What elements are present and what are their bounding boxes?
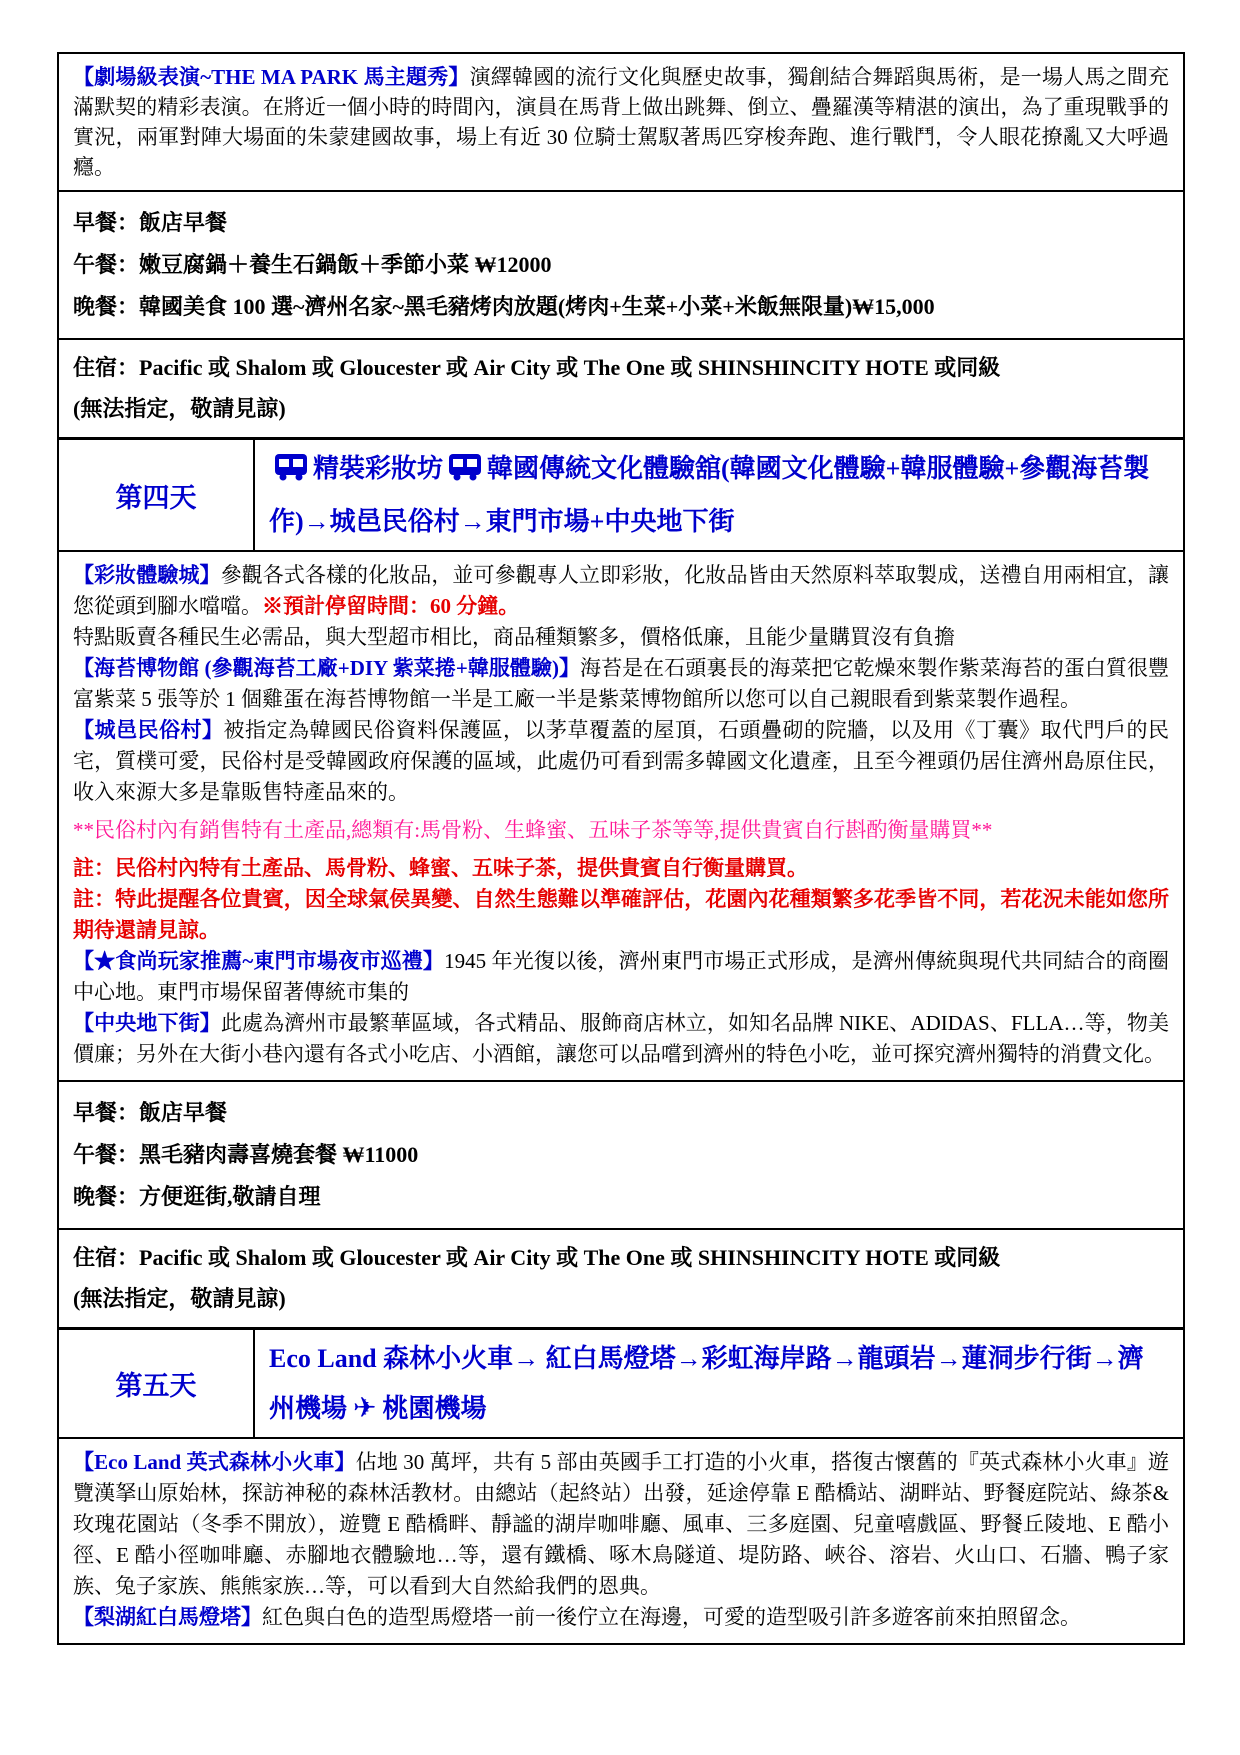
day5-route	[255, 1330, 1183, 1437]
day4-route-seg2: 韓國傳統文化體驗舘(韓國文化體驗+韓服體驗+參觀海苔製作)→城邑民俗村→東門市場+中央地下街	[269, 454, 1150, 536]
hotel-note-line: (無法指定，敬請見諒)	[73, 1286, 286, 1311]
folk-village-paragraph	[73, 715, 1169, 808]
folk-village-body: 被指定為韓國民俗資料保護區，以茅草覆蓋的屋頂，石頭疊砌的院牆，以及用《丁囊》取代門戶的民宅，質樸可愛，民俗村是受韓國政府保護的區域，此處仍可看到需多韓國文化遺產，且至今裡頭仍居住濟州島原住民，收入來源大多是靠販售特產品來的。	[73, 718, 1169, 804]
ecoland-title: 【Eco Land 英式森林小火車】	[73, 1450, 356, 1474]
day5-description-row	[59, 1439, 1183, 1643]
lighthouse-body: 紅色與白色的造型馬燈塔一前一後佇立在海邊，可愛的造型吸引許多遊客前來拍照留念。	[262, 1605, 1081, 1629]
flower-season-red-note: 註：特此提醒各位貴賓，因全球氣侯異變、自然生態難以準確評估，花園內花種類繁多花季皆不同，若花況未能如您所期待還請見諒。	[73, 887, 1169, 942]
day5-label: 第五天	[59, 1330, 255, 1437]
underground-paragraph	[73, 1008, 1169, 1070]
day4-label: 第四天	[59, 440, 255, 550]
day4-route-seg1: 精裝彩妝坊	[313, 454, 444, 483]
day5-route-seg2: 桃園機場	[382, 1394, 487, 1423]
theater-show-title: 【劇場級表演~THE MA PARK 馬主題秀】	[73, 65, 470, 89]
ecoland-paragraph	[73, 1447, 1169, 1602]
market-title: 【★食尚玩家推薦~東門市場夜市巡禮】	[73, 949, 445, 973]
folk-village-pink-note: **民俗村內有銷售特有土產品,總類有:馬骨粉、生蜂蜜、五味子茶等等,提供貴賓自行斟酌衡量購買**	[73, 818, 993, 842]
breakfast-line: 早餐：飯店早餐	[73, 1100, 228, 1125]
hotel-row-day4	[59, 1230, 1183, 1330]
folk-village-red-note1: 註：民俗村內特有土產品、馬骨粉、蜂蜜、五味子茶，提供貴賓自行衡量購買。	[73, 856, 808, 880]
meals-row-day3	[59, 192, 1183, 340]
day4-description-row	[59, 552, 1183, 1082]
theater-show-row	[59, 54, 1183, 192]
plane-icon: ✈	[353, 1391, 377, 1424]
day4-route	[255, 440, 1183, 550]
seaweed-paragraph	[73, 653, 1169, 715]
lighthouse-title: 【梨湖紅白馬燈塔】	[73, 1605, 262, 1629]
bus-icon	[447, 448, 483, 497]
lunch-line: 午餐：嫩豆腐鍋＋養生石鍋飯＋季節小菜 ₩12000	[73, 252, 552, 277]
lunch-line: 午餐：黑毛豬肉壽喜燒套餐 ₩11000	[73, 1142, 419, 1167]
day5-header-row	[59, 1330, 1183, 1439]
ecoland-body: 佔地 30 萬坪，共有 5 部由英國手工打造的小火車，搭復古懷舊的『英式森林小火車』遊覽漢拏山原始林，探訪神秘的森林活教材。由總站（起終站）出發，延途停靠 E 酷橋站、湖畔站、野餐庭院站、綠茶&玫瑰花園站（冬季不開放），遊覽 E 酷橋畔、靜謐的湖岸咖啡廳、風車、三多庭園、兒童嘻戲區、野餐丘陵地、E 酷小徑、E 酷小徑咖啡廳、赤腳地衣體驗地…等，還有鐵橋、啄木鳥隧道、堤防路、峽谷、溶岩、火山口、石牆、鴨子家族、兔子家族、熊熊家族…等，可以看到大自然給我們的恩典。	[73, 1450, 1169, 1598]
market-paragraph	[73, 946, 1169, 1008]
bus-icon	[273, 448, 309, 497]
market-body: 1945 年光復以後，濟州東門市場正式形成，是濟州傳統與現代共同結合的商圈中心地。東門市場保留著傳統市集的	[73, 949, 1170, 1004]
makeup-title: 【彩妝體驗城】	[73, 563, 221, 587]
seaweed-body: 海苔是在石頭裏長的海菜把它乾燥來製作紫菜海苔的蛋白質很豐富紫菜 5 張等於 1 個雞蛋在海苔博物館一半是工廠一半是紫菜博物館所以您可以自己親眼看到紫菜製作過程。	[73, 656, 1169, 711]
shop-paragraph: 特點販賣各種民生必需品，與大型超市相比，商品種類繁多，價格低廉，且能少量購買沒有負擔	[73, 625, 955, 649]
dinner-line: 晚餐：韓國美食 100 選~濟州名家~黑毛豬烤肉放題(烤肉+生菜+小菜+米飯無限量)₩15,000	[73, 294, 935, 319]
makeup-paragraph	[73, 560, 1169, 622]
day4-header-row	[59, 440, 1183, 552]
meals-row-day4	[59, 1082, 1183, 1230]
folk-village-title: 【城邑民俗村】	[73, 718, 224, 742]
hotel-options-line: 住宿：Pacific 或 Shalom 或 Gloucester 或 Air City 或 The One 或 SHINSHINCITY HOTE 或同級	[73, 355, 1001, 380]
dinner-line: 晚餐：方便逛街,敬請自理	[73, 1184, 321, 1209]
makeup-body: 參觀各式各樣的化妝品，並可參觀專人立即彩妝，化妝品皆由天然原料萃取製成，送禮自用兩相宜，讓您從頭到腳水噹噹。	[73, 563, 1170, 618]
hotel-options-line: 住宿：Pacific 或 Shalom 或 Gloucester 或 Air City 或 The One 或 SHINSHINCITY HOTE 或同級	[73, 1245, 1001, 1270]
makeup-stay-note: ※預計停留時間：60 分鐘。	[262, 594, 520, 618]
underground-body: 此處為濟州市最繁華區域，各式精品、服飾商店林立，如知名品牌 NIKE、ADIDAS、FLLA…等，物美價廉；另外在大街小巷內還有各式小吃店、小酒館，讓您可以品嚐到濟州的特色小吃，並可探究濟州獨特的消費文化。	[73, 1011, 1170, 1066]
day5-route-seg1: Eco Land 森林小火車→ 紅白馬燈塔→彩虹海岸路→龍頭岩→蓮洞步行街→濟州機場	[269, 1344, 1144, 1423]
hotel-row-day3	[59, 340, 1183, 440]
underground-title: 【中央地下街】	[73, 1011, 221, 1035]
theater-show-body: 演繹韓國的流行文化與歷史故事，獨創結合舞蹈與馬術，是一場人馬之間充滿默契的精彩表演。在將近一個小時的時間內，演員在馬背上做出跳舞、倒立、疊羅漢等精湛的演出，為了重現戰爭的實況，兩軍對陣大場面的朱蒙建國故事，場上有近 30 位騎士駕馭著馬匹穿梭奔跑、進行戰鬥，令人眼花撩亂又大呼過癮。	[73, 65, 1170, 179]
hotel-note-line: (無法指定，敬請見諒)	[73, 396, 286, 421]
breakfast-line: 早餐：飯店早餐	[73, 210, 228, 235]
lighthouse-paragraph	[73, 1602, 1169, 1633]
itinerary-table	[57, 52, 1185, 1645]
seaweed-title: 【海苔博物館 (參觀海苔工廠+DIY 紫菜捲+韓服體驗)】	[73, 656, 581, 680]
